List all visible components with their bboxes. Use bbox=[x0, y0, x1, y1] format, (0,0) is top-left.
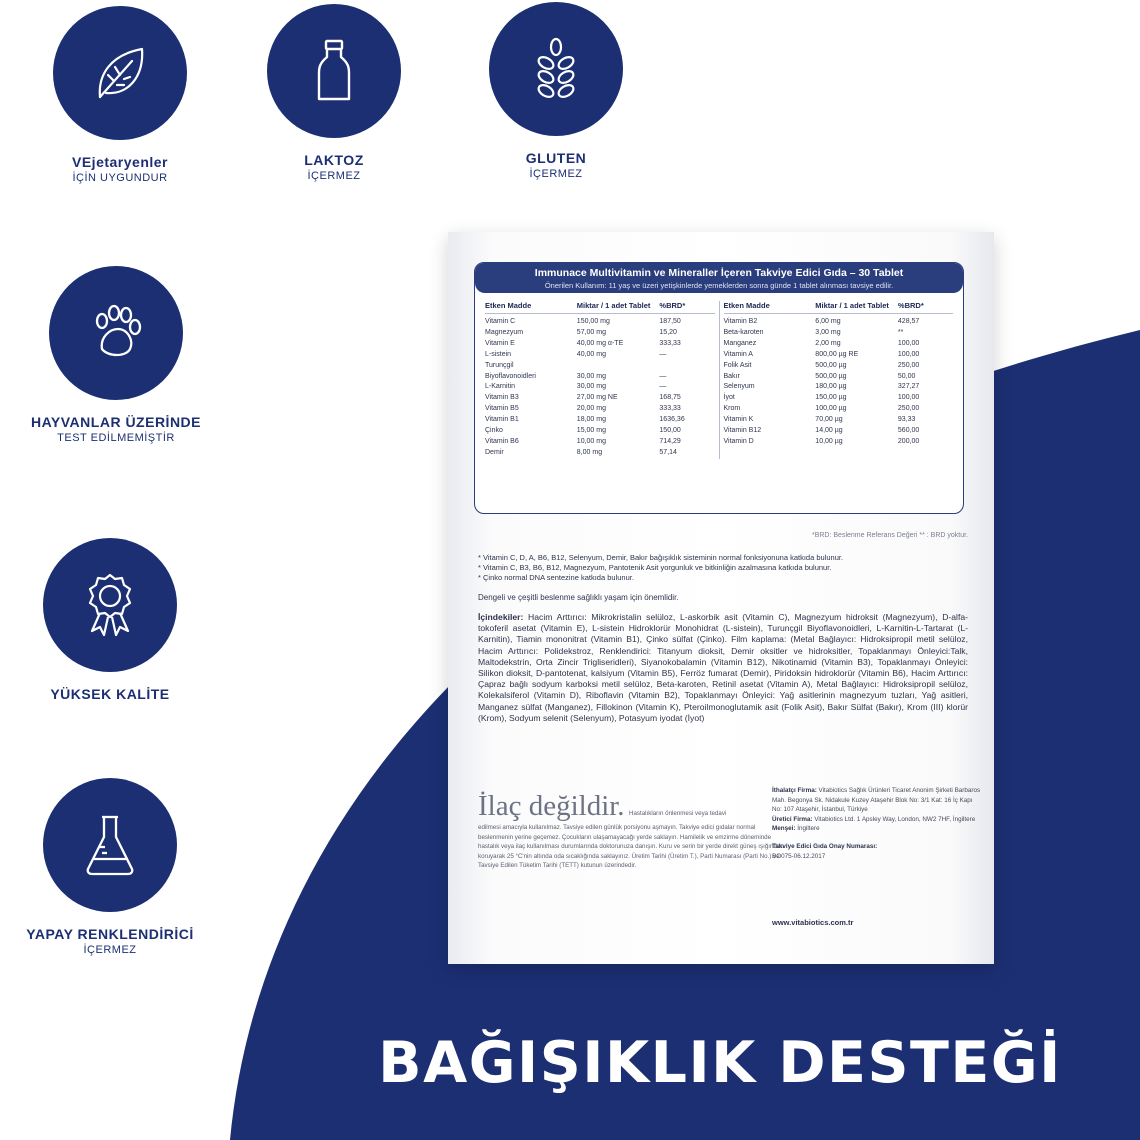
badge-circle bbox=[43, 538, 177, 672]
table-row bbox=[724, 372, 954, 383]
importer-label: İthalatçı Firma: bbox=[772, 787, 817, 794]
ingredient-amount: 10,00 mg bbox=[576, 437, 606, 445]
table-row bbox=[485, 415, 715, 426]
ingredient-amount: 14,00 µg bbox=[815, 427, 843, 435]
flask-icon bbox=[74, 809, 146, 881]
ingredient-amount: 40,00 mg α-TE bbox=[576, 339, 624, 347]
badge-title: GLUTEN bbox=[525, 150, 587, 166]
table-row bbox=[485, 361, 715, 372]
brd-footnote: *BRD: Beslenme Referans Değeri ** : BRD yoktur. bbox=[811, 532, 968, 539]
table-rows-left bbox=[485, 317, 715, 459]
claim-line: * Çinko normal DNA sentezine katkıda bulunur. bbox=[478, 573, 634, 582]
ingredient-name: Vitamin K bbox=[723, 416, 754, 424]
badge-circle bbox=[49, 266, 183, 400]
badge-subtitle: İÇERMEZ bbox=[529, 168, 583, 180]
table-rows-right bbox=[724, 317, 954, 448]
table-row bbox=[485, 382, 715, 393]
approval-label: Takviye Edici Gıda Onay Numarası: bbox=[772, 842, 878, 850]
badge-circle bbox=[489, 2, 623, 136]
ingredient-amount: 2,00 mg bbox=[815, 339, 841, 347]
ingredient-name: Vitamin B1 bbox=[485, 416, 519, 424]
badge-subtitle: İÇERMEZ bbox=[83, 944, 137, 956]
producer-text: Vitabiotics Ltd. 1 Apsley Way, London, NW2 7HF, İngiltere bbox=[814, 815, 976, 823]
origin-label: Menşei: bbox=[772, 825, 796, 833]
ingredient-brd: 560,00 bbox=[897, 427, 920, 435]
table-row bbox=[485, 339, 715, 350]
nutrition-panel bbox=[474, 262, 964, 514]
badge-circle bbox=[267, 4, 401, 138]
producer-label: Üretici Firma: bbox=[772, 815, 813, 823]
ingredient-brd: 150,00 bbox=[659, 427, 681, 435]
table-row bbox=[485, 404, 715, 415]
company-info bbox=[772, 786, 982, 861]
ingredient-amount: 500,00 µg bbox=[815, 372, 847, 380]
ingredient-name: Vitamin B2 bbox=[723, 318, 758, 325]
product-box-back bbox=[448, 232, 994, 964]
badge-subtitle: TEST EDİLMEMİŞTİR bbox=[57, 432, 175, 444]
ingredients-list: Hacim Arttırıcı: Mikrokristalin selüloz, L-askorbik asit (Vitamin C), Magnezyum hidroksit (Magnezyum), D-alfa-tokoferil asetat (Vitamin E), L-sistein Hidroklorür Monohidrat (L-sistein), Turunçgil Biyoflavonoidleri, L-Karnitin-L-Tartarat (L-Karnitin), Tiamin mononitrat (Vitamin B1), Çinko sülfat (Çinko). Film kaplama: (Metal Bağlayıcı: Hidroksipropil metil selüloz, Hacim Arttırıcı: Polidekstroz, Renklendirici: Titanyum dioksit, Demir oksitler ve hidroksitler, Topaklanmayı Önleyici:Talk, Maltodekstrin, Orta Zincir Trigliseridleri), Siyanokobalamin (Vitamin B12), Nikotinamid (Vitamin B3), Topaklanmayı Önleyici: Silikon dioksit, D-pantotenat, kalsiyum (Vitamin B5), Ferröz fumarat (Demir), Piridoksin hidroklorür (Vitamin B6), Hacim Arttırıcı: Çapraz bağlı sodyum karboksi metil selüloz, Beta-karoten, Retinil asetat (Vitamin A), Metal Bağlayıcı: Hidroksipropil selüloz, Kolekalsiferol (Vitamin D), Riboflavin (Vitamin B2), Topaklanmayı Önleyici: Yağ asitlerinin magnezyum tuzları, Yağ asitleri, Manganez sülfat (Manganez), Fillokinon (Vitamin K), Pteroilmonoglutamik asit (Folik Asit), Bakır Sülfat (Bakır), Krom (III) klorür (Krom), Sodyum selenit (Selenyum), Potasyum iyodat (İyot) bbox=[478, 612, 968, 723]
ingredient-brd: 93,33 bbox=[897, 416, 916, 424]
label-notes bbox=[478, 532, 968, 724]
table-row bbox=[724, 350, 954, 361]
ingredient-amount: 70,00 µg bbox=[815, 416, 843, 424]
header-brd: %BRD* bbox=[659, 301, 686, 310]
header-brd: %BRD* bbox=[897, 301, 924, 310]
table-row bbox=[485, 437, 715, 448]
ingredient-amount: 18,00 mg bbox=[576, 416, 606, 424]
balanced-diet-text: Dengeli ve çeşitli beslenme sağlıklı yaşam için önemlidir. bbox=[478, 593, 679, 602]
ingredient-amount: 150,00 µg bbox=[815, 394, 847, 402]
header-amount: Miktar / 1 adet Tablet bbox=[815, 301, 889, 310]
claim-line: * Vitamin C, B3, B6, B12, Magnezyum, Pantotenik Asit yorgunluk ve bitkinliğin azalmasına katkıda bulunur. bbox=[478, 563, 832, 572]
ingredient-brd: 327,27 bbox=[897, 383, 920, 391]
headline: BAĞIŞIKLIK DESTEĞİ bbox=[378, 1030, 1062, 1096]
ingredient-brd: 250,00 bbox=[897, 361, 920, 369]
ingredient-name: İyot bbox=[723, 394, 735, 402]
ingredient-name: Vitamin D bbox=[723, 437, 754, 445]
badge-title: YÜKSEK KALİTE bbox=[50, 686, 170, 702]
nutrition-header bbox=[475, 263, 963, 293]
ingredient-name: Vitamin B5 bbox=[485, 405, 519, 413]
table-row bbox=[724, 328, 954, 339]
ingredient-brd: — bbox=[659, 350, 667, 358]
ingredient-brd: 100,00 bbox=[897, 339, 920, 347]
table-row bbox=[485, 393, 715, 404]
ingredient-amount: 800,00 µg RE bbox=[815, 350, 859, 358]
warning-block bbox=[478, 790, 788, 871]
paw-icon bbox=[80, 297, 152, 369]
badge-title: YAPAY RENKLENDİRİCİ bbox=[26, 926, 194, 942]
ingredient-amount: 100,00 µg bbox=[815, 405, 847, 413]
table-row bbox=[724, 339, 954, 350]
ingredient-amount: 500,00 µg bbox=[815, 361, 847, 369]
ingredient-name: Vitamin E bbox=[485, 339, 515, 347]
ingredient-name: Vitamin B3 bbox=[485, 394, 519, 402]
ingredient-name: Biyoflavonoidleri bbox=[485, 372, 536, 380]
badge-title: HAYVANLAR ÜZERİNDE bbox=[30, 414, 201, 430]
badge-circle bbox=[53, 6, 187, 140]
milk-bottle-icon bbox=[298, 35, 370, 107]
badge-subtitle: İÇERMEZ bbox=[307, 170, 361, 182]
ingredient-name: L-sistein bbox=[485, 350, 512, 358]
header-ingredient: Etken Madde bbox=[723, 301, 770, 310]
ingredient-name: Beta-karoten bbox=[723, 328, 764, 336]
table-header bbox=[724, 301, 954, 314]
ingredient-brd: 100,00 bbox=[897, 394, 920, 402]
ingredient-name: Bakır bbox=[723, 372, 740, 380]
badge-quality bbox=[0, 538, 220, 702]
badge-circle bbox=[43, 778, 177, 912]
ingredient-name: Vitamin B6 bbox=[485, 437, 519, 445]
header-amount: Miktar / 1 adet Tablet bbox=[576, 301, 651, 310]
ingredient-name: Vitamin C bbox=[485, 318, 516, 325]
ingredient-brd: 714,29 bbox=[659, 437, 681, 445]
table-row bbox=[724, 437, 954, 448]
ingredient-amount: 30,00 mg bbox=[576, 372, 606, 380]
badge-title: LAKTOZ bbox=[304, 152, 364, 168]
ingredient-name: L-Karnitin bbox=[485, 383, 515, 391]
ingredient-name: Selenyum bbox=[723, 383, 755, 391]
claim-line: * Vitamin C, D, A, B6, B12, Selenyum, Demir, Bakır bağışıklık sisteminin normal fonksiyonuna katkıda bulunur. bbox=[478, 553, 844, 562]
table-row bbox=[485, 372, 715, 383]
website-link[interactable]: www.vitabiotics.com.tr bbox=[772, 918, 854, 927]
product-title: Immunace Multivitamin ve Mineraller İçeren Takviye Edici Gıda – 30 Tablet bbox=[534, 267, 904, 279]
origin-text: İngiltere bbox=[797, 825, 820, 833]
ingredient-brd: ** bbox=[897, 328, 904, 336]
nutrition-column-left bbox=[481, 301, 719, 459]
ingredient-brd: 200,00 bbox=[897, 437, 920, 445]
wheat-icon bbox=[520, 33, 592, 105]
badge-animal-testing bbox=[6, 266, 226, 444]
badge-lactose bbox=[224, 4, 444, 182]
ingredient-amount: 15,00 mg bbox=[576, 427, 606, 435]
table-row bbox=[485, 317, 715, 328]
leaf-icon bbox=[84, 37, 156, 109]
table-row bbox=[485, 448, 715, 459]
ingredient-amount: 180,00 µg bbox=[815, 383, 847, 391]
approval-number: BO075-06.12.2017 bbox=[772, 852, 826, 860]
ingredient-name: Demir bbox=[485, 448, 504, 456]
ingredient-brd bbox=[659, 361, 714, 372]
ingredient-brd: — bbox=[659, 383, 667, 391]
ingredient-amount: 8,00 mg bbox=[576, 448, 603, 456]
nutrition-table bbox=[475, 293, 963, 459]
ingredient-amount: 20,00 mg bbox=[576, 405, 606, 413]
badge-colorant bbox=[0, 778, 220, 956]
table-row bbox=[485, 426, 715, 437]
warning-text: edilmesi amacıyla kullanılmaz. Tavsiye edilen günlük porsiyonu aşmayın. Takviye edici gıdalar normal beslenmenin yerine geçemez. Çocukların ulaşamayacağı yerde saklayın. Hamilelik ve emzirme döneminde hastalık veya ilaç kullanılması durumlarında doktorunuza danışın. Kuru ve serin bir yerde direkt güneş ışığından koruyarak 25 °C'nin altında oda sıcaklığında saklayınız. Üretim Tarihi (Üretim T.), Parti Numarası (Parti No.) ve Tavsiye Edilen Tüketim Tarihi (TETT) kutunun üzerindedir. bbox=[478, 824, 784, 869]
ingredient-brd: 50,00 bbox=[897, 372, 916, 380]
table-row bbox=[724, 317, 954, 328]
table-row bbox=[724, 382, 954, 393]
table-header bbox=[485, 301, 715, 314]
ingredient-brd: 428,57 bbox=[897, 318, 920, 325]
not-drug-lead: Hastalıkların önlenmesi veya tedavi bbox=[629, 810, 727, 817]
ingredient-amount: 40,00 mg bbox=[576, 350, 606, 358]
ingredient-amount: 30,00 mg bbox=[576, 383, 606, 391]
ingredient-brd: 168,75 bbox=[659, 394, 681, 402]
ingredient-name: Vitamin A bbox=[723, 350, 753, 358]
ingredient-amount: 27,00 mg NE bbox=[576, 394, 618, 402]
nutrition-column-right bbox=[719, 301, 958, 459]
ingredient-name: Çinko bbox=[485, 427, 503, 435]
ingredient-name: Krom bbox=[723, 405, 741, 413]
ingredient-name: Manganez bbox=[723, 339, 757, 347]
ingredient-name: Turunçgil bbox=[485, 361, 514, 369]
badge-gluten bbox=[446, 2, 666, 180]
badge-title: VEjetaryenler bbox=[72, 154, 168, 170]
importer-text: Vitabiotics Sağlık Ürünleri Ticaret Anonim Şirketi Barbaros Mah. Begonya Sk. Nidakule Kuzey Ataşehir Blok No: 3/1 Kat: 16 İç Kapı No: 107 Ataşehir, İstanbul, Türkiye bbox=[772, 787, 981, 814]
ingredient-name: Vitamin B12 bbox=[723, 427, 762, 435]
ingredient-name: Magnezyum bbox=[485, 328, 524, 336]
ingredient-brd: 15,20 bbox=[659, 328, 677, 336]
ingredient-amount: 57,00 mg bbox=[576, 328, 606, 336]
header-ingredient: Etken Madde bbox=[485, 301, 532, 310]
table-row bbox=[724, 393, 954, 404]
ingredient-name: Folik Asit bbox=[723, 361, 752, 369]
ingredient-amount: 150,00 mg bbox=[576, 318, 610, 325]
ingredient-brd: 57,14 bbox=[659, 448, 677, 456]
ingredient-amount: 6,00 mg bbox=[815, 318, 841, 325]
ingredients-label: İçindekiler: bbox=[478, 612, 524, 622]
ingredient-brd: — bbox=[659, 372, 667, 380]
ingredient-brd: 100,00 bbox=[897, 350, 920, 358]
badge-vegetarian bbox=[10, 6, 230, 184]
ingredient-amount: 10,00 µg bbox=[815, 437, 843, 445]
table-row bbox=[724, 415, 954, 426]
not-drug-heading: İlaç değildir. bbox=[478, 790, 625, 822]
ingredient-brd: 187,50 bbox=[659, 318, 681, 325]
ingredient-brd: 250,00 bbox=[897, 405, 920, 413]
badge-subtitle: İÇİN UYGUNDUR bbox=[72, 172, 168, 184]
table-row bbox=[485, 328, 715, 339]
ingredient-brd: 333,33 bbox=[659, 339, 681, 347]
table-row bbox=[485, 350, 715, 361]
ingredient-amount bbox=[577, 361, 660, 372]
table-row bbox=[724, 404, 954, 415]
table-row bbox=[724, 426, 954, 437]
ingredients-text bbox=[478, 612, 968, 724]
quality-ribbon-icon bbox=[74, 569, 146, 641]
ingredient-amount: 3,00 mg bbox=[815, 328, 841, 336]
ingredient-brd: 333,33 bbox=[659, 405, 681, 413]
usage-text: Önerilen Kullanım: 11 yaş ve üzeri yetişkinlerde yemeklerden sonra günde 1 tablet alınması tavsiye edilir. bbox=[544, 281, 894, 290]
table-row bbox=[724, 361, 954, 372]
ingredient-brd: 1636,36 bbox=[659, 416, 685, 424]
